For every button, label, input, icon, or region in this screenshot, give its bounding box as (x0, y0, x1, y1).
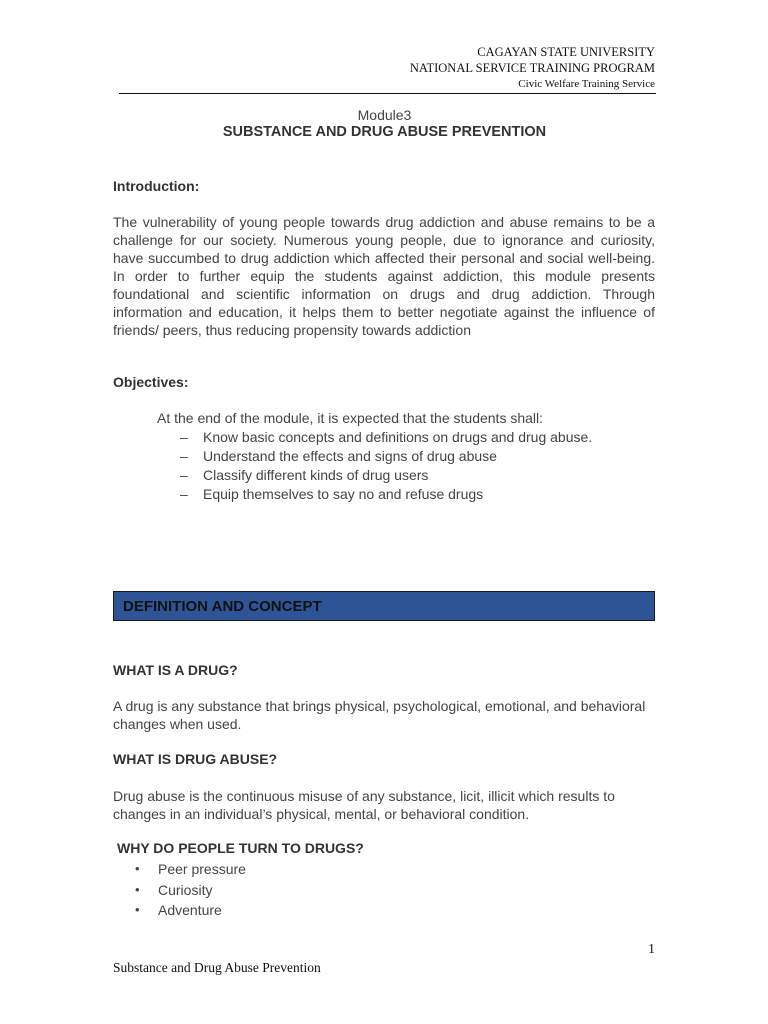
objective-text: Understand the effects and signs of drug abuse (203, 448, 497, 464)
reason-text: Peer pressure (158, 861, 246, 877)
bullet-dot: • (135, 881, 140, 897)
list-item (135, 900, 246, 921)
header-service: Civic Welfare Training Service (518, 78, 655, 90)
introduction-body: The vulnerability of young people towards drug addiction and abuse remains to be a challenge for our society. Numerous young people, due to ignorance and curiosity, have succumbed to drug addiction which affected their personal and social well-being. In order to further equip the students against addiction, this module presents foundational and scientific information on drugs and drug addiction. Through information and education, it helps them to better negotiate against the influence of friends/ peers, thus reducing propensity towards addiction (113, 214, 655, 338)
reasons-heading: WHY DO PEOPLE TURN TO DRUGS? (117, 840, 364, 856)
reason-text: Adventure (158, 902, 222, 918)
objective-text: Classify different kinds of drug users (203, 467, 429, 483)
section-banner (113, 591, 655, 621)
drug-abuse-body: Drug abuse is the continuous misuse of any substance, licit, illicit which results to changes in an individual’s physical, mental, or behavioral condition. (113, 788, 615, 822)
header-program: NATIONAL SERVICE TRAINING PROGRAM (409, 61, 655, 75)
objectives-lead: At the end of the module, it is expected that the students shall: (157, 410, 544, 426)
bullet-dot: • (135, 902, 140, 917)
page-number: 1 (648, 942, 655, 957)
list-item (135, 880, 246, 901)
dash-bullet: – (180, 448, 188, 464)
section-banner-label: DEFINITION AND CONCEPT (123, 598, 322, 615)
reasons-list (135, 859, 246, 921)
objectives-list (180, 428, 592, 504)
drug-heading: WHAT IS A DRUG? (113, 662, 238, 678)
list-item (180, 485, 592, 504)
drug-body: A drug is any substance that brings physical, psychological, emotional, and behavioral changes when used. (113, 698, 646, 732)
dash-bullet: – (180, 467, 188, 483)
dash-bullet: – (180, 486, 188, 502)
module-title: SUBSTANCE AND DRUG ABUSE PREVENTION (222, 124, 547, 140)
reason-text: Curiosity (158, 881, 213, 898)
module-number: Module3 (357, 107, 412, 123)
objectives-heading: Objectives: (113, 374, 189, 390)
list-item (180, 428, 592, 447)
list-item (180, 447, 592, 466)
footer-text: Substance and Drug Abuse Prevention (113, 960, 321, 975)
drug-abuse-heading: WHAT IS DRUG ABUSE? (113, 751, 278, 767)
dash-bullet: – (180, 429, 188, 445)
introduction-heading: Introduction: (113, 178, 200, 194)
list-item (135, 859, 246, 880)
objective-text: Know basic concepts and definitions on drugs and drug abuse. (203, 429, 593, 445)
list-item (180, 466, 592, 485)
header-rule (119, 93, 656, 94)
header-university: CAGAYAN STATE UNIVERSITY (477, 45, 655, 59)
objective-text: Equip themselves to say no and refuse drugs (203, 486, 484, 502)
bullet-dot: • (135, 861, 140, 876)
